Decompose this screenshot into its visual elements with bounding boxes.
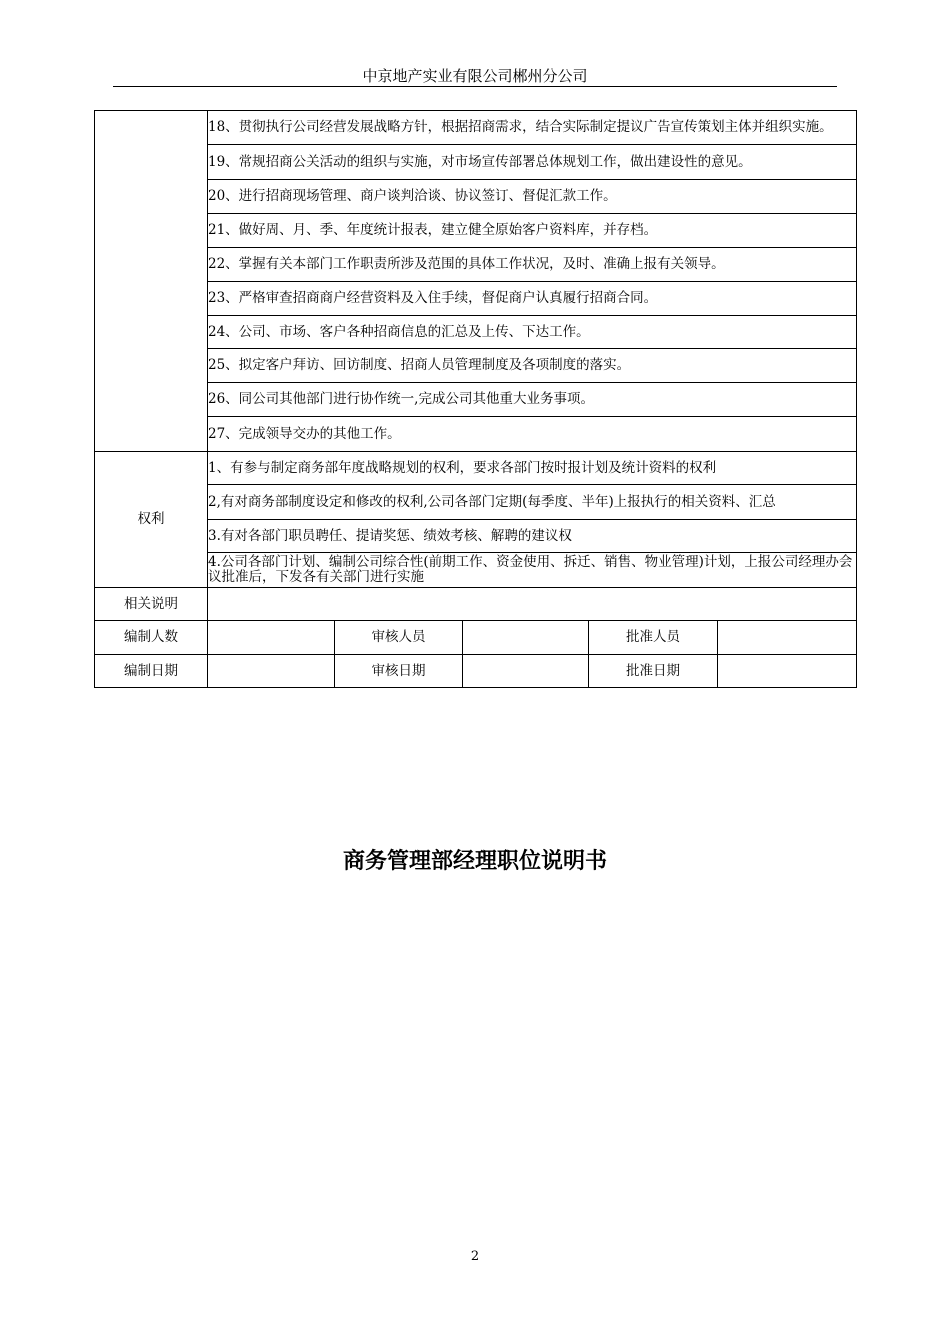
rights-item: 4.公司各部门计划、编制公司综合性(前期工作、资金使用、拆迁、销售、物业管理)计划，上报公司经理办会议批准后，下发各有关部门进行实施 — [208, 553, 857, 588]
duty-item: 27、完成领导交办的其他工作。 — [208, 417, 857, 452]
duties-label-cell — [95, 111, 208, 452]
duty-item: 21、做好周、月、季、年度统计报表，建立健全原始客户资料库，并存档。 — [208, 214, 857, 248]
rights-item: 3.有对各部门职员聘任、提请奖惩、绩效考核、解聘的建议权 — [208, 520, 857, 553]
notes-label: 相关说明 — [95, 588, 208, 621]
table-row — [95, 520, 857, 553]
duty-item: 18、贯彻执行公司经营发展战略方针，根据招商需求，结合实际制定提议广告宣传策划主体并组织实施。 — [208, 111, 857, 145]
table-row — [95, 180, 857, 214]
table-row — [95, 553, 857, 588]
duty-item: 25、拟定客户拜访、回访制度、招商人员管理制度及各项制度的落实。 — [208, 349, 857, 383]
duty-item: 23、严格审查招商商户经营资料及入住手续，督促商户认真履行招商合同。 — [208, 282, 857, 316]
reviewer-value — [463, 621, 589, 655]
preparer-label: 编制人数 — [95, 621, 208, 655]
table-row — [95, 349, 857, 383]
duty-item: 19、常规招商公关活动的组织与实施，对市场宣传部署总体规划工作，做出建设性的意见。 — [208, 145, 857, 180]
rights-item: 2,有对商务部制度设定和修改的权利,公司各部门定期(每季度、半年)上报执行的相关资料、汇总 — [208, 485, 857, 520]
approve-date-label: 批准日期 — [589, 655, 718, 688]
page-number: 2 — [470, 1249, 480, 1264]
rights-item: 1、有参与制定商务部年度战略规划的权利，要求各部门按时报计划及统计资料的权利 — [208, 452, 857, 485]
review-date-value — [463, 655, 589, 688]
prep-date-value — [208, 655, 335, 688]
duty-item: 24、公司、市场、客户各种招商信息的汇总及上传、下达工作。 — [208, 316, 857, 349]
table-row — [95, 316, 857, 349]
approver-label: 批准人员 — [589, 621, 718, 655]
duty-item: 22、掌握有关本部门工作职责所涉及范围的具体工作状况，及时、准确上报有关领导。 — [208, 248, 857, 282]
table-row — [95, 621, 857, 655]
review-date-label: 审核日期 — [335, 655, 463, 688]
table-row — [95, 452, 857, 485]
duty-item: 20、进行招商现场管理、商户谈判洽谈、协议签订、督促汇款工作。 — [208, 180, 857, 214]
table-row — [95, 655, 857, 688]
table-row — [95, 282, 857, 316]
table-row — [95, 417, 857, 452]
document-header: 中京地产实业有限公司郴州分公司 — [362, 67, 588, 85]
approver-value — [718, 621, 857, 655]
approve-date-value — [718, 655, 857, 688]
job-description-table — [94, 110, 857, 688]
preparer-value — [208, 621, 335, 655]
table-row — [95, 214, 857, 248]
header-rule — [113, 86, 837, 87]
rights-label: 权利 — [95, 452, 208, 588]
reviewer-label: 审核人员 — [335, 621, 463, 655]
table-row — [95, 111, 857, 145]
table-row — [95, 248, 857, 282]
table-row — [95, 383, 857, 417]
table-row — [95, 145, 857, 180]
notes-value — [208, 588, 857, 621]
section-title: 商务管理部经理职位说明书 — [342, 849, 607, 874]
table-row — [95, 588, 857, 621]
table-row — [95, 485, 857, 520]
duty-item: 26、同公司其他部门进行协作统一,完成公司其他重大业务事项。 — [208, 383, 857, 417]
prep-date-label: 编制日期 — [95, 655, 208, 688]
